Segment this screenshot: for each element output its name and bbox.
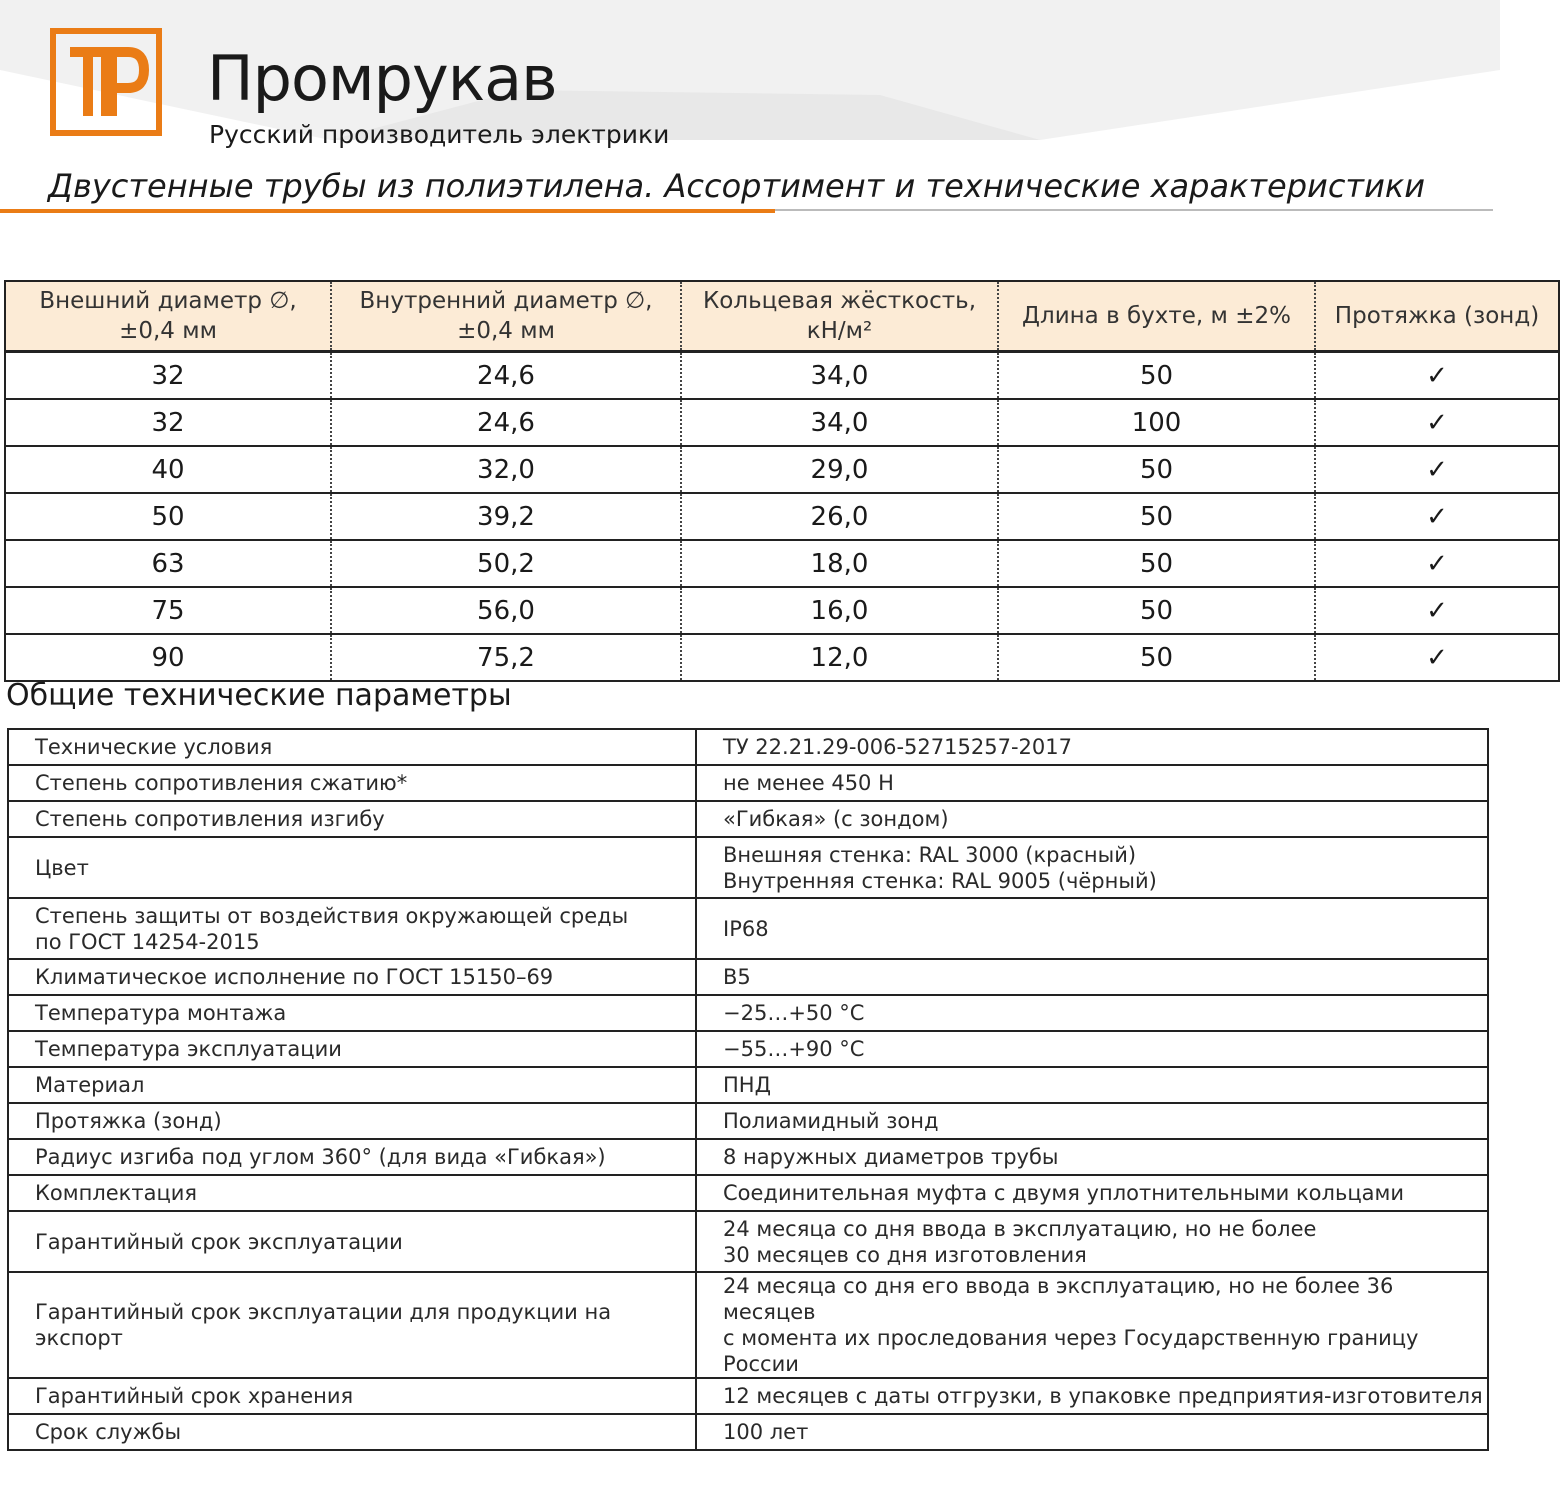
cell-outer-diameter: 63: [5, 540, 331, 587]
table-row: [8, 765, 1488, 801]
param-name: Степень сопротивления изгибу: [8, 801, 696, 837]
cell-outer-diameter: 50: [5, 493, 331, 540]
cell-ring-stiffness: 34,0: [681, 399, 998, 446]
title-underline: [775, 209, 1493, 211]
column-header-inner-diameter: Внутренний диаметр ∅, ±0,4 мм: [331, 281, 681, 352]
param-name: Температура эксплуатации: [8, 1031, 696, 1067]
param-name: Гарантийный срок эксплуатации для продукции на экспорт: [8, 1272, 696, 1378]
table-row: [5, 399, 1559, 446]
cell-outer-diameter: 32: [5, 352, 331, 400]
table-row: [8, 898, 1488, 959]
table-row: [5, 446, 1559, 493]
cell-inner-diameter: 24,6: [331, 352, 681, 400]
cell-coil-length: 50: [998, 352, 1315, 400]
brand-logo: [50, 28, 162, 136]
param-name: Гарантийный срок хранения: [8, 1378, 696, 1414]
param-value: ТУ 22.21.29-006-52715257-2017: [696, 729, 1488, 765]
table-row: [5, 587, 1559, 634]
table-row: [8, 837, 1488, 898]
table-row: [8, 1272, 1488, 1378]
cell-inner-diameter: 39,2: [331, 493, 681, 540]
params-heading: Общие технические параметры: [6, 678, 512, 713]
param-value: «Гибкая» (с зондом): [696, 801, 1488, 837]
param-value: 8 наружных диаметров трубы: [696, 1139, 1488, 1175]
param-name: Гарантийный срок эксплуатации: [8, 1211, 696, 1272]
check-icon: ✓: [1315, 446, 1559, 493]
param-value: 24 месяца со дня его ввода в эксплуатацию, но не более 36 месяцев с момента их проследования через Государственную границу России: [696, 1272, 1488, 1378]
param-name: Климатическое исполнение по ГОСТ 15150–69: [8, 959, 696, 995]
cell-ring-stiffness: 34,0: [681, 352, 998, 400]
check-icon: ✓: [1315, 587, 1559, 634]
table-row: [8, 1414, 1488, 1450]
check-icon: ✓: [1315, 399, 1559, 446]
table-row: [8, 1378, 1488, 1414]
table-row: [8, 959, 1488, 995]
cell-inner-diameter: 24,6: [331, 399, 681, 446]
check-icon: ✓: [1315, 634, 1559, 681]
table-row: [8, 801, 1488, 837]
table-row: [8, 1139, 1488, 1175]
param-name: Цвет: [8, 837, 696, 898]
cell-outer-diameter: 75: [5, 587, 331, 634]
param-name: Технические условия: [8, 729, 696, 765]
cell-outer-diameter: 90: [5, 634, 331, 681]
param-value: −25…+50 °С: [696, 995, 1488, 1031]
cell-inner-diameter: 32,0: [331, 446, 681, 493]
cell-coil-length: 50: [998, 446, 1315, 493]
param-name: Протяжка (зонд): [8, 1103, 696, 1139]
param-name: Материал: [8, 1067, 696, 1103]
logo-monogram-icon: [58, 36, 154, 128]
table-row: [8, 995, 1488, 1031]
param-value: IP68: [696, 898, 1488, 959]
check-icon: ✓: [1315, 352, 1559, 400]
cell-inner-diameter: 75,2: [331, 634, 681, 681]
column-header-probe: Протяжка (зонд): [1315, 281, 1559, 352]
cell-ring-stiffness: 26,0: [681, 493, 998, 540]
document-title: Двустенные трубы из полиэтилена. Ассортимент и технические характеристики: [48, 167, 1425, 205]
table-row: [8, 1067, 1488, 1103]
cell-coil-length: 50: [998, 634, 1315, 681]
param-value: 12 месяцев с даты отгрузки, в упаковке предприятия-изготовителя: [696, 1378, 1488, 1414]
cell-ring-stiffness: 29,0: [681, 446, 998, 493]
param-value: 24 месяца со дня ввода в эксплуатацию, но не более 30 месяцев со дня изготовления: [696, 1211, 1488, 1272]
table-row: [8, 1211, 1488, 1272]
table-row: [5, 352, 1559, 400]
param-name: Радиус изгиба под углом 360° (для вида «Гибкая»): [8, 1139, 696, 1175]
table-row: [8, 729, 1488, 765]
cell-ring-stiffness: 12,0: [681, 634, 998, 681]
params-table: [7, 728, 1489, 1451]
cell-coil-length: 50: [998, 587, 1315, 634]
param-value: Соединительная муфта с двумя уплотнительными кольцами: [696, 1175, 1488, 1211]
param-value: В5: [696, 959, 1488, 995]
title-underline-accent: [0, 209, 775, 213]
table-row: [5, 493, 1559, 540]
column-header-outer-diameter: Внешний диаметр ∅, ±0,4 мм: [5, 281, 331, 352]
check-icon: ✓: [1315, 493, 1559, 540]
param-name: Степень сопротивления сжатию*: [8, 765, 696, 801]
assortment-header-row: [5, 281, 1559, 352]
column-header-ring-stiffness: Кольцевая жёсткость, кН/м²: [681, 281, 998, 352]
cell-ring-stiffness: 18,0: [681, 540, 998, 587]
column-header-coil-length: Длина в бухте, м ±2%: [998, 281, 1315, 352]
assortment-table: [4, 280, 1560, 682]
param-value: не менее 450 Н: [696, 765, 1488, 801]
cell-coil-length: 50: [998, 493, 1315, 540]
param-name: Срок службы: [8, 1414, 696, 1450]
param-value: Внешняя стенка: RAL 3000 (красный) Внутренняя стенка: RAL 9005 (чёрный): [696, 837, 1488, 898]
param-name: Степень защиты от воздействия окружающей среды по ГОСТ 14254-2015: [8, 898, 696, 959]
table-row: [8, 1103, 1488, 1139]
param-name: Комплектация: [8, 1175, 696, 1211]
brand-tagline: Русский производитель электрики: [209, 120, 670, 149]
table-row: [8, 1175, 1488, 1211]
table-row: [8, 1031, 1488, 1067]
cell-coil-length: 50: [998, 540, 1315, 587]
cell-outer-diameter: 40: [5, 446, 331, 493]
param-value: Полиамидный зонд: [696, 1103, 1488, 1139]
table-row: [5, 540, 1559, 587]
param-value: −55…+90 °С: [696, 1031, 1488, 1067]
brand-name: Промрукав: [207, 42, 557, 115]
param-value: ПНД: [696, 1067, 1488, 1103]
cell-coil-length: 100: [998, 399, 1315, 446]
cell-inner-diameter: 50,2: [331, 540, 681, 587]
cell-outer-diameter: 32: [5, 399, 331, 446]
param-value: 100 лет: [696, 1414, 1488, 1450]
cell-ring-stiffness: 16,0: [681, 587, 998, 634]
check-icon: ✓: [1315, 540, 1559, 587]
cell-inner-diameter: 56,0: [331, 587, 681, 634]
table-row: [5, 634, 1559, 681]
param-name: Температура монтажа: [8, 995, 696, 1031]
